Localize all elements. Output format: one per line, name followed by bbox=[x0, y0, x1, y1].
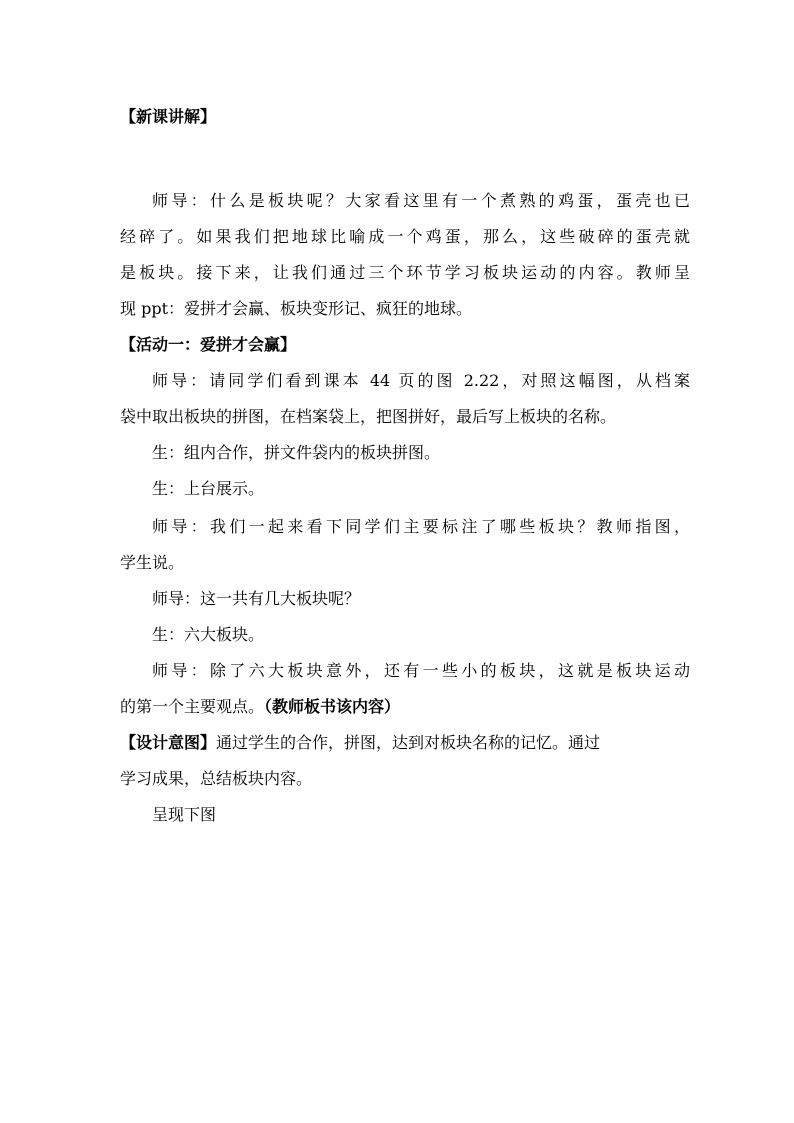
design-intent-line bbox=[120, 733, 690, 755]
heading-new-lesson: 【新课讲解】 bbox=[120, 107, 217, 126]
paragraph-line: 师导：除了六大板块意外，还有一些小的板块，这就是板块运动 bbox=[152, 661, 690, 680]
paragraph-line: 学习成果，总结板块内容。 bbox=[120, 769, 313, 788]
paragraph-line: 师导：什么是板块呢？大家看这里有一个煮熟的鸡蛋，蛋壳也已 bbox=[152, 191, 690, 210]
student-line: 生：上台展示。 bbox=[152, 479, 265, 498]
paragraph-line: 是板块。接下来，让我们通过三个环节学习板块运动的内容。教师呈 bbox=[120, 263, 690, 282]
student-line: 生：组内合作，拼文件袋内的板块拼图。 bbox=[152, 443, 441, 462]
heading-activity-one: 【活动一：爱拼才会赢】 bbox=[120, 335, 297, 354]
paragraph-text: 的第一个主要观点。 bbox=[120, 697, 265, 716]
paragraph-line: 师导：我们一起来看下同学们主要标注了哪些板块？教师指图， bbox=[152, 517, 690, 536]
present-figure-line: 呈现下图 bbox=[152, 805, 217, 824]
design-intent-text: 通过学生的合作，拼图，达到对板块名称的记忆。通过 bbox=[216, 733, 601, 752]
paragraph-line bbox=[120, 697, 690, 719]
paragraph-line: 经碎了。如果我们把地球比喻成一个鸡蛋，那么，这些破碎的蛋壳就 bbox=[120, 227, 690, 246]
paragraph-line: 袋中取出板块的拼图，在档案袋上，把图拼好，最后写上板块的名称。 bbox=[120, 407, 617, 426]
teacher-question: 师导：这一共有几大板块呢？ bbox=[152, 589, 361, 608]
design-intent-label: 【设计意图】 bbox=[120, 733, 217, 752]
paragraph-line: 学生说。 bbox=[120, 553, 185, 572]
board-note: （教师板书该内容） bbox=[264, 697, 401, 716]
student-line: 生：六大板块。 bbox=[152, 625, 265, 644]
paragraph-line: 师导：请同学们看到课本 44 页的图 2.22，对照这幅图，从档案 bbox=[152, 371, 690, 390]
paragraph-line: 现 ppt：爱拼才会赢、板块变形记、疯狂的地球。 bbox=[120, 299, 473, 318]
